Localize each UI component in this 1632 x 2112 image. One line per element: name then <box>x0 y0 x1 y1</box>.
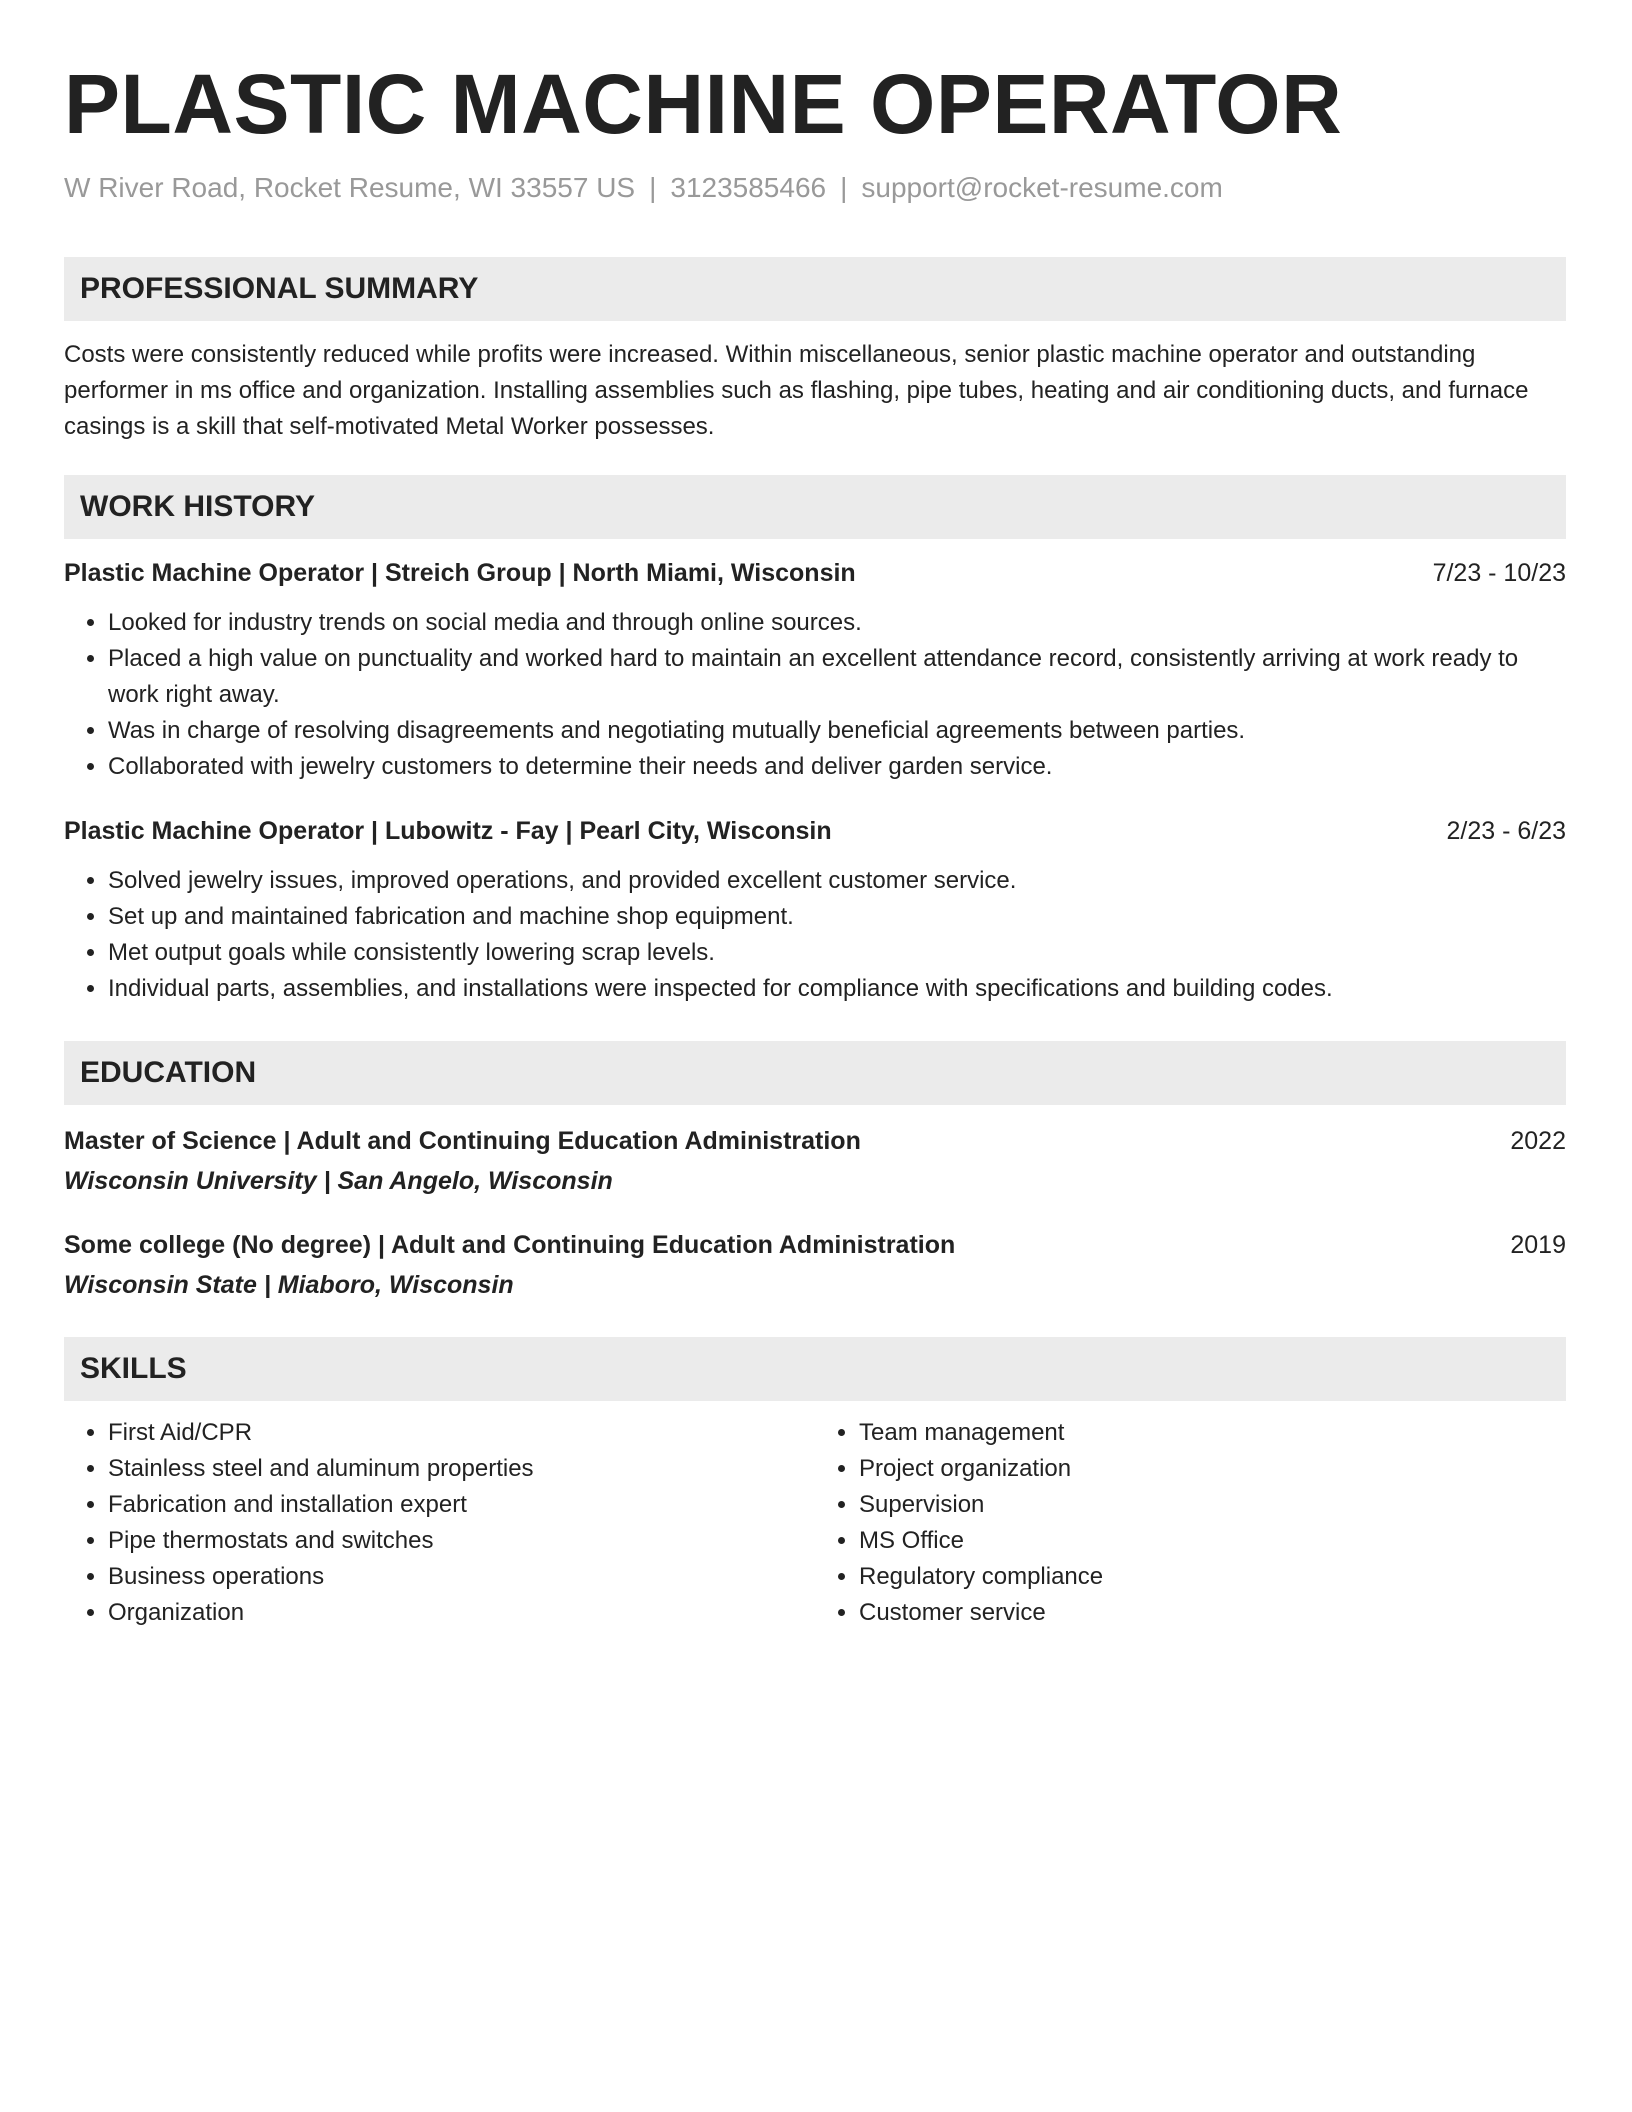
skill-item: • Team management <box>859 1415 1566 1451</box>
contact-line <box>64 171 1566 205</box>
job-dates: 2/23 - 6/23 <box>1446 817 1566 845</box>
job-bullets <box>64 863 1566 1007</box>
education-degree: Some college (No degree) | Adult and Continuing Education Administration <box>64 1231 956 1259</box>
job-bullet: • Placed a high value on punctuality and worked hard to maintain an excellent attendance record, consistently arriving at work ready to work right away. <box>108 641 1566 713</box>
job-entry <box>64 813 1566 1007</box>
skill-item: • Supervision <box>859 1487 1566 1523</box>
education-entry <box>64 1227 1566 1303</box>
skills-columns <box>64 1415 1566 1631</box>
job-entry <box>64 555 1566 785</box>
job-bullet: • Solved jewelry issues, improved operations, and provided excellent customer service. <box>108 863 1566 899</box>
resume-page <box>64 55 1566 1631</box>
education-year: 2019 <box>1510 1231 1566 1259</box>
skill-item: • Organization <box>108 1595 815 1631</box>
contact-address: W River Road, Rocket Resume, WI 33557 US <box>64 172 636 203</box>
skills-list-left <box>64 1415 815 1631</box>
section-header-education: EDUCATION <box>64 1041 1566 1105</box>
section-header-skills: SKILLS <box>64 1337 1566 1401</box>
job-title: Plastic Machine Operator | Streich Group | North Miami, Wisconsin <box>64 559 856 587</box>
job-title: Plastic Machine Operator | Lubowitz - Fay | Pearl City, Wisconsin <box>64 817 832 845</box>
job-bullet: • Looked for industry trends on social media and through online sources. <box>108 605 1566 641</box>
job-bullets <box>64 605 1566 785</box>
skill-item: • Fabrication and installation expert <box>108 1487 815 1523</box>
job-bullet: • Set up and maintained fabrication and machine shop equipment. <box>108 899 1566 935</box>
contact-separator: | <box>840 172 848 203</box>
skills-list-right <box>815 1415 1566 1631</box>
education-year: 2022 <box>1510 1127 1566 1155</box>
section-header-summary: PROFESSIONAL SUMMARY <box>64 257 1566 321</box>
education-header <box>64 1227 1566 1263</box>
candidate-name: PLASTIC MACHINE OPERATOR <box>64 57 1343 151</box>
job-dates: 7/23 - 10/23 <box>1432 559 1566 587</box>
skill-item: • Customer service <box>859 1595 1566 1631</box>
job-header <box>64 555 1566 591</box>
contact-separator: | <box>649 172 657 203</box>
education-school: Wisconsin University | San Angelo, Wisconsin <box>64 1167 613 1195</box>
skill-item: • First Aid/CPR <box>108 1415 815 1451</box>
job-bullet: • Met output goals while consistently lowering scrap levels. <box>108 935 1566 971</box>
education-degree: Master of Science | Adult and Continuing Education Administration <box>64 1127 861 1155</box>
education-header <box>64 1123 1566 1159</box>
skill-item: • Pipe thermostats and switches <box>108 1523 815 1559</box>
education-entry <box>64 1123 1566 1199</box>
job-header <box>64 813 1566 849</box>
skill-item: • Stainless steel and aluminum properties <box>108 1451 815 1487</box>
section-header-work-history: WORK HISTORY <box>64 475 1566 539</box>
education-school: Wisconsin State | Miaboro, Wisconsin <box>64 1271 514 1299</box>
contact-email: support@rocket-resume.com <box>861 172 1223 203</box>
job-bullet: • Individual parts, assemblies, and installations were inspected for compliance with specifications and building codes. <box>108 971 1566 1007</box>
skill-item: • Business operations <box>108 1559 815 1595</box>
skill-item: • Regulatory compliance <box>859 1559 1566 1595</box>
summary-text: Costs were consistently reduced while profits were increased. Within miscellaneous, senior plastic machine operator and outstanding performer in ms office and organization. Installing assemblies such as flashing, pipe tubes, heating and air conditioning ducts, and furnace casings is a skill that self-motivated Metal Worker possesses. <box>64 341 1529 440</box>
job-bullet: • Collaborated with jewelry customers to determine their needs and deliver garden service. <box>108 749 1566 785</box>
contact-phone: 3123585466 <box>670 172 827 203</box>
job-bullet: • Was in charge of resolving disagreements and negotiating mutually beneficial agreements between parties. <box>108 713 1566 749</box>
skill-item: • Project organization <box>859 1451 1566 1487</box>
skill-item: • MS Office <box>859 1523 1566 1559</box>
